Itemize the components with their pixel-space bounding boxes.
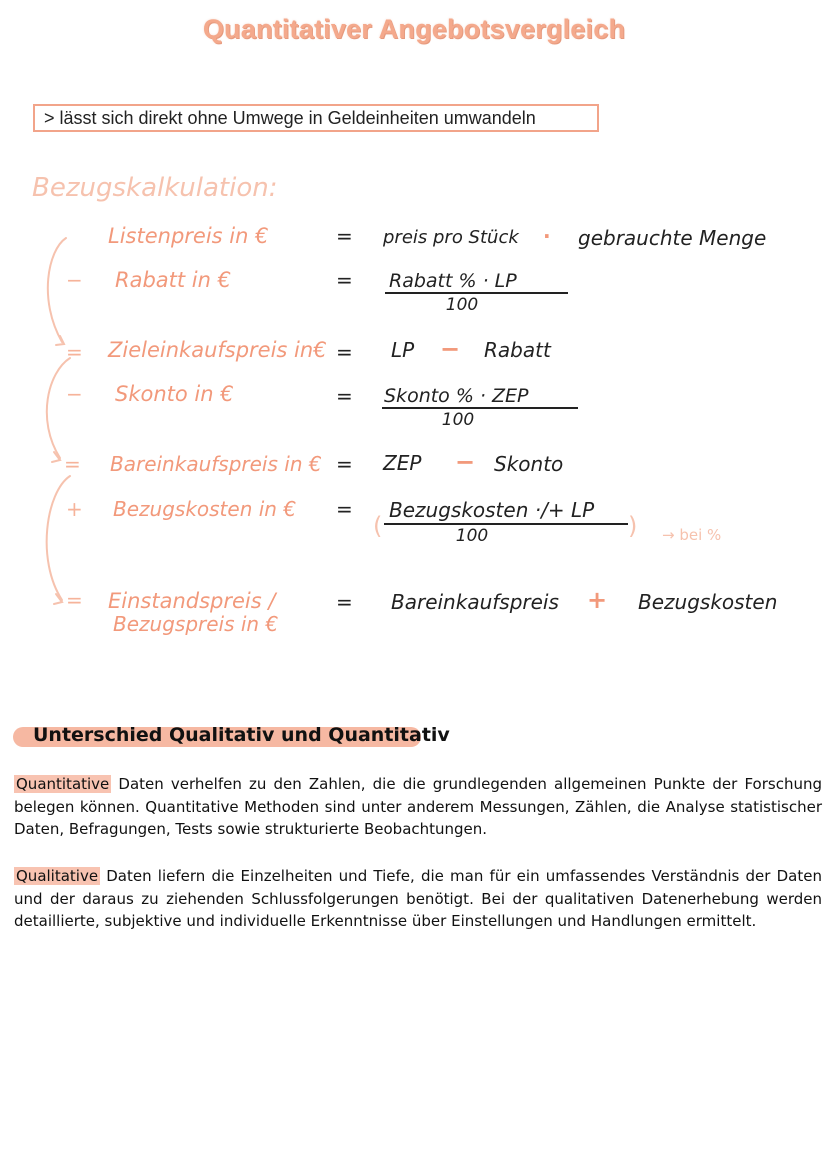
- row-einstandspreis-expr-b: Bezugskosten: [638, 590, 778, 614]
- row-bezugskosten-paren-close: ): [628, 512, 638, 540]
- row-rabatt-denominator: 100: [445, 295, 479, 315]
- row-zep-sign: =: [66, 340, 83, 364]
- row-zep-expr-a: LP: [391, 338, 415, 362]
- term-quantitative: Quantitative: [16, 775, 110, 793]
- row-bezugskosten-denominator: 100: [455, 526, 489, 546]
- row-zep-equals: =: [336, 340, 353, 364]
- row-einstandspreis-op: +: [587, 586, 608, 614]
- row-einstandspreis-label: Einstandspreis /: [108, 589, 276, 613]
- row-zep-op: −: [440, 335, 461, 363]
- row-skonto-numerator: Skonto % · ZEP: [384, 385, 529, 407]
- row-bareinkauf-op: −: [455, 448, 476, 476]
- row-bezugskosten-paren-open: (: [373, 512, 383, 540]
- row-bareinkauf-expr-a: ZEP: [383, 451, 422, 475]
- row-bezugskosten-label: Bezugskosten in €: [113, 497, 297, 521]
- row-bezugskosten-equals: =: [336, 497, 353, 521]
- paragraph-quantitative-text: Daten verhelfen zu den Zahlen, die die grundlegenden allgemeinen Punkte der Forschung belegen können. Quantitative Methoden sind unter anderem Messungen, Zählen, die Analyse statistischer Daten, Befragungen, Tests sowie strukturierte Beobachtungen.: [14, 775, 822, 838]
- row-bezugskosten-note: → bei %: [662, 526, 722, 544]
- paragraph-quantitative: [14, 773, 822, 841]
- difference-heading: Unterschied Qualitativ und Quantitativ: [33, 724, 450, 746]
- page-title: Quantitativer Angebotsvergleich: [202, 14, 626, 44]
- row-zep-expr-b: Rabatt: [484, 338, 551, 362]
- row-listenpreis-equals: =: [336, 224, 353, 248]
- row-skonto-equals: =: [336, 384, 353, 408]
- paragraph-qualitative-text: Daten liefern die Einzelheiten und Tiefe, die man für ein umfassendes Verständnis der Daten und der daraus zu ziehenden Schlussfolgerungen benötigt. Bei der qualitativen Datenerhebung werden detaillierte, subjektive und individuelle Erkenntnisse über Einstellungen und Handlungen ermittelt.: [14, 867, 822, 930]
- section-heading-bezugskalkulation: Bezugskalkulation:: [32, 173, 278, 203]
- row-rabatt-equals: =: [336, 268, 353, 292]
- row-listenpreis-label: Listenpreis in €: [108, 224, 269, 248]
- definition-box: > lässt sich direkt ohne Umwege in Geldeinheiten umwandeln: [33, 104, 599, 132]
- row-bareinkauf-sign: =: [64, 452, 81, 476]
- row-bezugskosten-fraction-line: [384, 523, 628, 525]
- row-listenpreis-expr-b: gebrauchte Menge: [578, 226, 767, 250]
- row-skonto-label: Skonto in €: [115, 382, 234, 406]
- row-bezugskosten-sign: +: [66, 497, 83, 521]
- row-einstandspreis-sign: =: [66, 588, 83, 612]
- row-bareinkauf-equals: =: [336, 452, 353, 476]
- row-listenpreis-expr-a: preis pro Stück: [383, 227, 519, 248]
- row-rabatt-fraction-line: [385, 292, 568, 294]
- row-bezugskosten-numerator: Bezugskosten ·/+ LP: [389, 498, 595, 522]
- row-bareinkauf-expr-b: Skonto: [494, 452, 564, 476]
- row-einstandspreis-label-line2: Bezugspreis in €: [113, 612, 279, 636]
- row-einstandspreis-expr-a: Bareinkaufspreis: [391, 590, 559, 614]
- paragraph-qualitative: [14, 865, 822, 933]
- row-rabatt-sign: −: [66, 268, 83, 292]
- row-rabatt-label: Rabatt in €: [115, 268, 231, 292]
- row-bareinkauf-label: Bareinkaufspreis in €: [110, 452, 322, 476]
- row-skonto-sign: −: [66, 382, 83, 406]
- row-einstandspreis-equals: =: [336, 590, 353, 614]
- row-zep-label: Zieleinkaufspreis in€: [108, 338, 327, 362]
- row-skonto-denominator: 100: [441, 410, 475, 430]
- row-rabatt-numerator: Rabatt % · LP: [389, 270, 517, 292]
- row-skonto-fraction-line: [382, 407, 578, 409]
- term-qualitative: Qualitative: [16, 867, 99, 885]
- row-listenpreis-op: ·: [543, 224, 551, 248]
